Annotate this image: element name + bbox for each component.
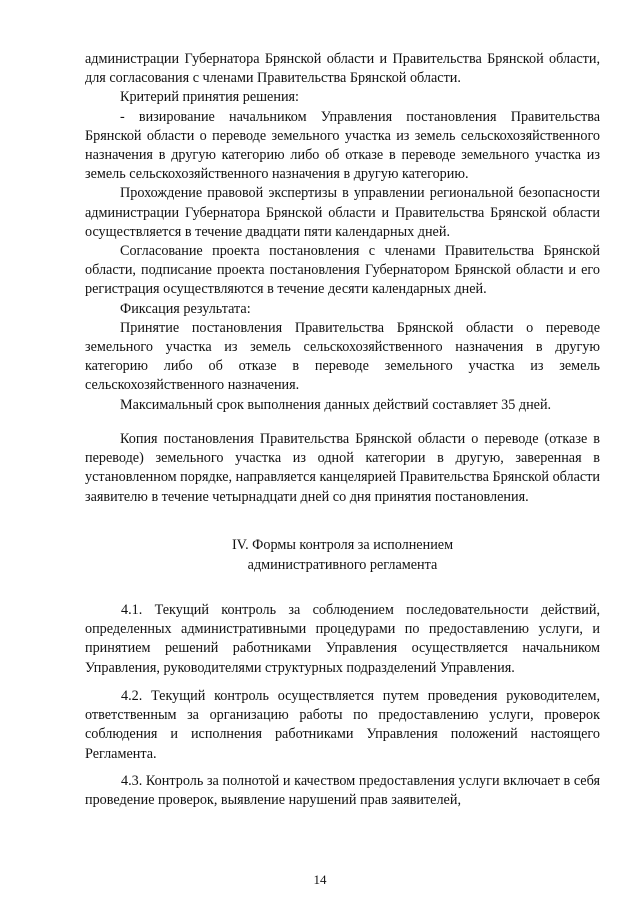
paragraph-approval: Согласование проекта постановления с членами Правительства Брянской области, подписание проекта постановления Губернатором Брянской области и его регистрация осуществляются в течение десяти календарных дней. [85,243,600,298]
paragraph-decision-criterion: Критерий принятия решения: [120,89,299,106]
clause-4-1-text: 4.1. Текущий контроль за соблюдением последовательности действий, определенных административными процедурами по предоставлению услуги, и принятием решений работниками Управления осуществляется начальником Управления, руководителями структурных подразделений Управления. [85,602,600,676]
clause-4-2 [85,687,600,764]
paragraph-result-fixation: Фиксация результата: [120,300,251,317]
section-title-line1: IV. Формы контроля за исполнением [231,537,454,553]
clause-4-3 [85,772,600,810]
paragraph-resolution: Принятие постановления Правительства Брянской области о переводе земельного участка из земель сельскохозяйственного назначения в другую категорию либо об отказе в переводе земельного участка из земель сельскохозяйственного назначения. [85,319,600,394]
paragraph-max-term: Максимальный срок выполнения данных действий составляет 35 дней. [120,396,552,413]
clause-4-2-text: 4.2. Текущий контроль осуществляется путем проведения руководителем, ответственным за организацию работы по предоставлению услуги, проверок соблюдения и исполнения работниками Управления положений настоящего Регламента. [85,688,600,762]
paragraph-legal-expertise: Прохождение правовой экспертизы в управлении региональной безопасности администрации Губернатора Брянской области и Правительства Брянской области осуществляется в течение двадцати пяти календарных дней. [85,185,600,240]
clause-4-3-text: 4.3. Контроль за полнотой и качеством предоставления услуги включает в себя проведение проверок, выявление нарушений прав заявителей, [85,773,600,809]
page-number: 14 [313,872,327,887]
paragraph-visa: - визирование начальником Управления постановления Правительства Брянской области о переводе земельного участка из земель сельскохозяйственного назначения в другую категорию либо об отказе в переводе земельного участка из земель сельскохозяйственного назначения в другую категорию. [85,108,600,183]
section-heading [85,536,600,575]
body-text-upper [85,50,600,415]
body-text-copy [85,430,600,507]
section-title-line2: административного регламента [247,556,438,573]
paragraph-copy-resolution: Копия постановления Правительства Брянской области о переводе (отказе в переводе) земельного участка из одной категории в другую, заверенная в установленном порядке, направляется канцелярией Правительства Брянской области заявителю в течение четырнадцати дней со дня принятия постановления. [85,431,600,505]
paragraph-continuation: администрации Губернатора Брянской области и Правительства Брянской области, для согласования с членами Правительства Брянской области. [85,51,600,87]
clause-4-1 [85,601,600,678]
